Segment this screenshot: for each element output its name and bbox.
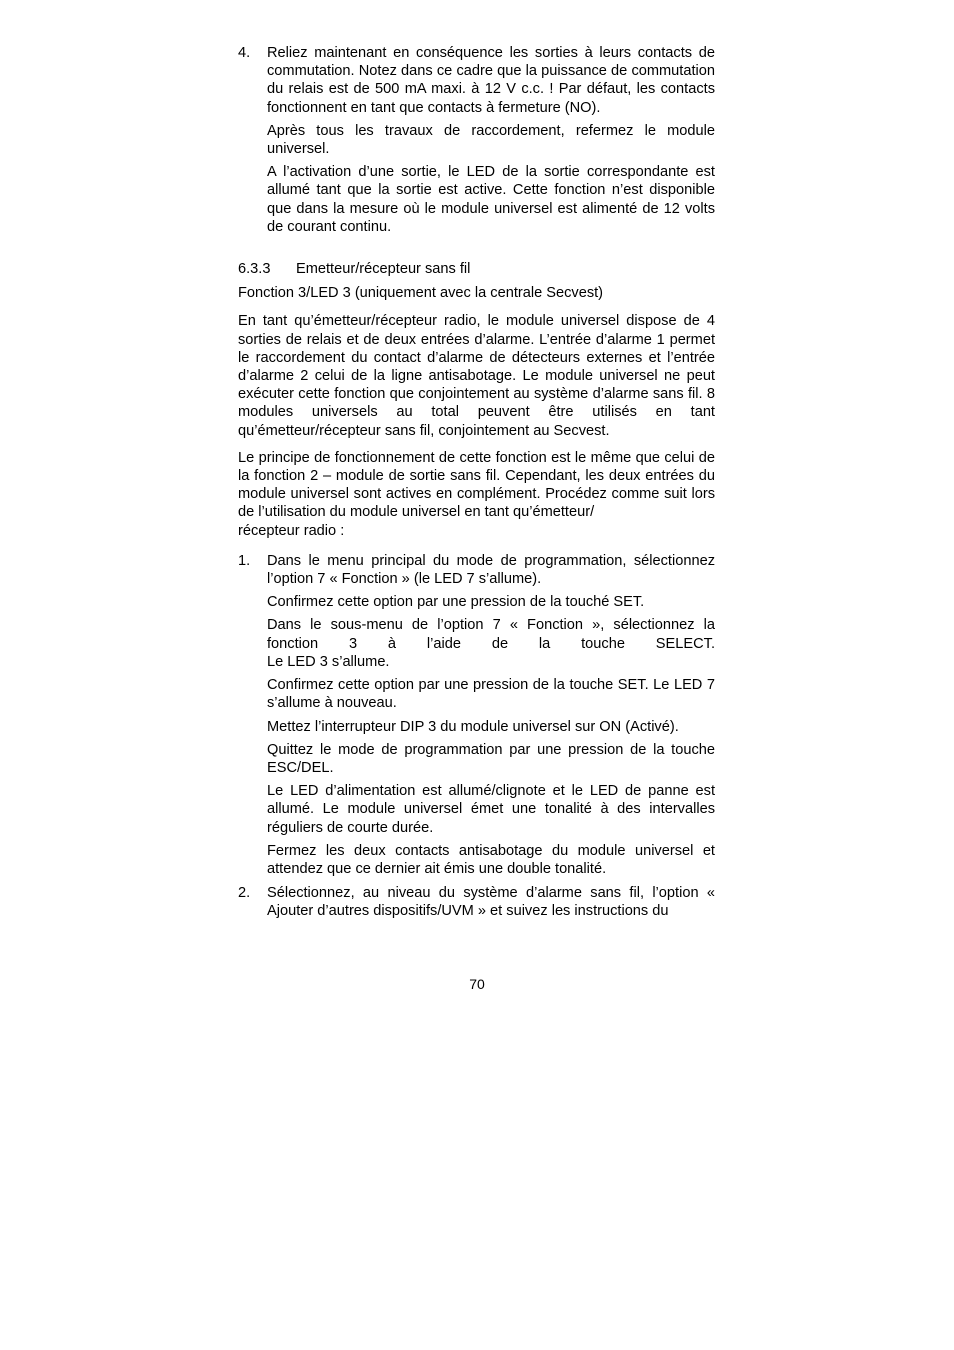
list-body <box>267 884 715 920</box>
paragraph: Fermez les deux contacts antisabotage du module universel et attendez que ce dernier ait émis une double tonalité. <box>267 842 715 877</box>
list-body <box>267 552 715 878</box>
list-number: 4. <box>238 45 251 61</box>
paragraph: Reliez maintenant en conséquence les sorties à leurs contacts de commutation. Notez dans ce cadre que la puissance de commutation du relais est de 500 mA maxi. à 12 V c.c. ! Par défaut, les contacts fonctionnent en tant que contacts à fermeture (NO). <box>267 45 715 116</box>
paragraph: Après tous les travaux de raccordement, refermez le module universel. <box>267 122 715 158</box>
section-number: 6.3.3 <box>238 261 271 278</box>
list-body <box>267 44 715 236</box>
list-item-4 <box>238 44 715 236</box>
paragraph-text: Le principe de fonctionnement de cette fonction est le même que celui de la fonction 2 – module de sortie sans fil. Cependant, les deux entrées du module universel sont actives en complément. Procédez comme suit lors de l’utilisation du module universel en tant qu’émetteur/ <box>238 449 715 521</box>
paragraph: Dans le menu principal du mode de programmation, sélectionnez l’option 7 « Fonction » (le LED 7 s’allume). <box>267 552 715 588</box>
paragraph: Confirmez cette option par une pression de la touche SET. Le LED 7 s’allume à nouveau. <box>267 677 715 712</box>
paragraph: Sélectionnez, au niveau du système d’alarme sans fil, l’option « Ajouter d’autres dispositifs/UVM » et suivez les instructions du <box>267 885 715 920</box>
paragraph: Mettez l’interrupteur DIP 3 du module universel sur ON (Activé). <box>267 718 679 735</box>
section-heading <box>238 260 715 278</box>
paragraph: En tant qu’émetteur/récepteur radio, le module universel dispose de 4 sorties de relais et de deux entrées d’alarme. L’entrée d’alarme 1 permet le raccordement du contact d’alarme de détecteurs externes et l’entrée d’alarme 2 celui de la ligne antisabotage. Le module universel ne peut exécuter cette fonction que conjointement au système d’alarme sans fil. 8 modules universels au total peuvent être utilisés en tant qu’émetteur/récepteur sans fil, conjointement au Secvest. <box>238 313 715 439</box>
list-number: 2. <box>238 885 251 902</box>
page-content <box>238 44 715 927</box>
paragraph-text: Le LED 3 s’allume. <box>267 653 390 670</box>
paragraph-text: récepteur radio : <box>238 522 345 539</box>
list-item-2 <box>238 884 715 920</box>
section-title: Emetteur/récepteur sans fil <box>296 261 471 278</box>
section-subtitle: Fonction 3/LED 3 (uniquement avec la centrale Secvest) <box>238 285 604 302</box>
list-number: 1. <box>238 552 251 569</box>
paragraph: A l’activation d’une sortie, le LED de la sortie correspondante est allumé tant que la sortie est active. Cette fonction n’est disponible que dans la mesure où le module universel est alimenté de 12 volts de courant continu. <box>267 164 715 235</box>
page-number: 70 <box>469 976 485 992</box>
paragraph: Quittez le mode de programmation par une pression de la touche ESC/DEL. <box>267 741 715 776</box>
paragraph <box>238 449 715 540</box>
list-item-1 <box>238 552 715 878</box>
paragraph: Le LED d’alimentation est allumé/clignote et le LED de panne est allumé. Le module universel émet une tonalité à des intervalles réguliers de courte durée. <box>267 783 715 836</box>
paragraph: Confirmez cette option par une pression de la touché SET. <box>267 594 645 611</box>
paragraph-text: Dans le sous-menu de l’option 7 « Fonction », sélectionnez la fonction 3 à l’aide de la touche SELECT. <box>267 617 715 652</box>
paragraph <box>267 616 715 671</box>
